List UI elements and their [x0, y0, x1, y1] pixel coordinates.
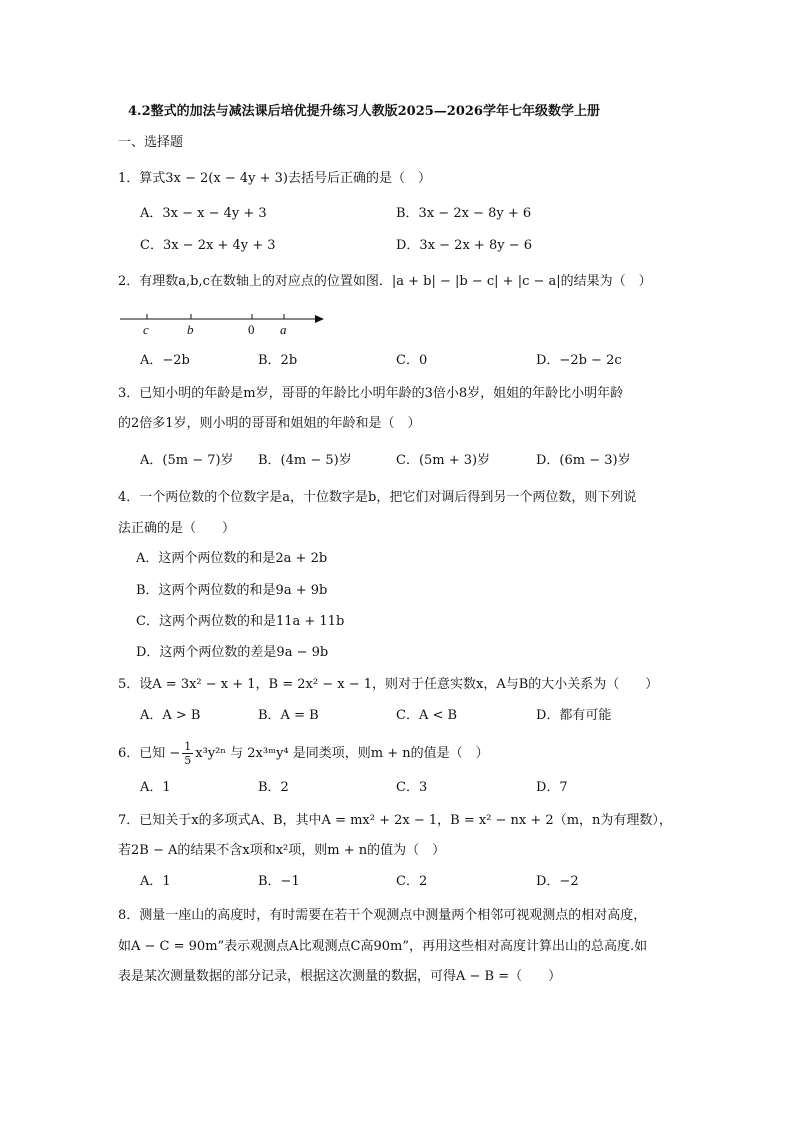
q1-option-a[interactable]: A．3x − x − 4y + 3 — [140, 206, 267, 221]
q1-option-c[interactable]: C．3x − 2x + 4y + 3 — [140, 238, 276, 253]
question-7-line-1: 7．已知关于x的多项式A、B，其中A = mx² + 2x − 1，B = x² − nx + 2（m，n为有理数）， — [118, 813, 672, 828]
q3-option-b[interactable]: B．(4m − 5)岁 — [258, 453, 352, 468]
q6-stem-suffix: x³y²ⁿ 与 2x³ᵐy⁴ 是同类项，则m + n的值是（ ） — [195, 745, 489, 761]
q7-option-d[interactable]: D．−2 — [536, 874, 579, 889]
section-heading: 一、选择题 — [118, 135, 184, 150]
question-4-line-1: 4．一个两位数的个位数字是a，十位数字是b，把它们对调后得到另一个两位数，则下列说 — [118, 490, 637, 505]
q4-option-d[interactable]: D．这两个两位数的差是9a − 9b — [136, 645, 329, 660]
question-1-stem: 1．算式3x − 2(x − 4y + 3)去括号后正确的是（ ） — [118, 171, 431, 186]
q4-option-a[interactable]: A．这两个两位数的和是2a + 2b — [136, 551, 328, 566]
q6-fraction-denominator: 5 — [184, 754, 192, 767]
q6-option-c[interactable]: C．3 — [396, 780, 428, 795]
question-8-line-3: 表是某次测量数据的部分记录，根据这次测量的数据，可得A − B =（ ） — [118, 969, 562, 984]
q6-option-b[interactable]: B．2 — [258, 780, 289, 795]
q5-option-d[interactable]: D．都有可能 — [536, 708, 612, 723]
q4-option-b[interactable]: B．这两个两位数的和是9a + 9b — [136, 583, 328, 598]
q6-option-d[interactable]: D．7 — [536, 780, 568, 795]
q2-option-d[interactable]: D．−2b − 2c — [536, 353, 622, 368]
q6-stem-prefix: 6．已知 − — [118, 745, 181, 761]
q1-option-d[interactable]: D．3x − 2x + 8y − 6 — [396, 238, 532, 253]
q2-option-c[interactable]: C．0 — [396, 353, 428, 368]
q5-option-c[interactable]: C．A < B — [396, 708, 458, 723]
q6-fraction — [182, 740, 193, 767]
label-zero: 0 — [248, 322, 255, 337]
question-8-line-2: 如A − C = 90m”表示观测点A比观测点C高90m”，再用这些相对高度计算出山的总高度.如 — [118, 939, 648, 954]
q7-option-c[interactable]: C．2 — [396, 874, 428, 889]
q7-option-b[interactable]: B．−1 — [258, 874, 300, 889]
q2-option-a[interactable]: A．−2b — [140, 353, 190, 368]
document-title: 4.2整式的加法与减法课后培优提升练习人教版2025—2026学年七年级数学上册 — [128, 104, 600, 119]
question-6-stem — [118, 740, 489, 767]
label-a: a — [280, 322, 287, 337]
question-2-stem: 2．有理数a,b,c在数轴上的对应点的位置如图．|a + b| − |b − c| + |c − a|的结果为（ ） — [118, 274, 652, 289]
q1-option-b[interactable]: B．3x − 2x − 8y + 6 — [396, 206, 532, 221]
q2-option-b[interactable]: B．2b — [258, 353, 298, 368]
number-line-figure — [118, 308, 330, 338]
question-7-line-2: 若2B − A的结果不含x项和x²项，则m + n的值为（ ） — [118, 843, 446, 858]
q7-option-a[interactable]: A．1 — [140, 874, 171, 889]
label-c: c — [143, 322, 149, 337]
question-5-stem: 5．设A = 3x² − x + 1，B = 2x² − x − 1，则对于任意实数x，A与B的大小关系为（ ） — [118, 677, 659, 692]
q6-fraction-numerator: 1 — [184, 740, 192, 753]
question-3-line-1: 3．已知小明的年龄是m岁，哥哥的年龄比小明年龄的3倍小8岁，姐姐的年龄比小明年龄 — [118, 386, 624, 401]
q4-option-c[interactable]: C．这两个两位数的和是11a + 11b — [136, 614, 345, 629]
q3-option-d[interactable]: D．(6m − 3)岁 — [536, 453, 631, 468]
q3-option-c[interactable]: C．(5m + 3)岁 — [396, 453, 491, 468]
q5-option-b[interactable]: B．A = B — [258, 708, 319, 723]
q6-option-a[interactable]: A．1 — [140, 780, 171, 795]
q3-option-a[interactable]: A．(5m − 7)岁 — [140, 453, 234, 468]
label-b: b — [187, 322, 194, 337]
question-3-line-2: 的2倍多1岁，则小明的哥哥和姐姐的年龄和是（ ） — [118, 416, 421, 431]
question-4-line-2: 法正确的是（ ） — [118, 521, 236, 536]
number-line-arrow-icon — [315, 315, 324, 323]
q5-option-a[interactable]: A．A > B — [140, 708, 201, 723]
question-8-line-1: 8．测量一座山的高度时，有时需要在若干个观测点中测量两个相邻可视观测点的相对高度， — [118, 908, 647, 923]
